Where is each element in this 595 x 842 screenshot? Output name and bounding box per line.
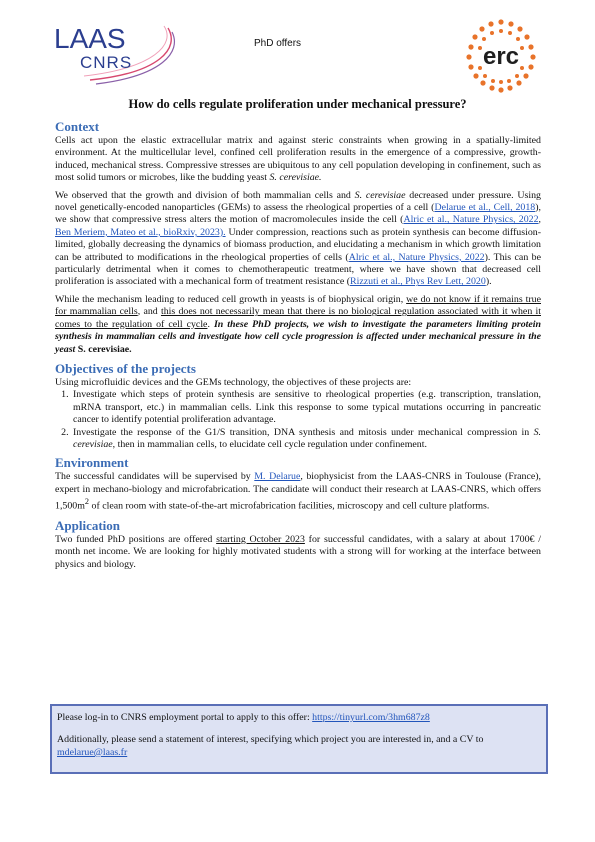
context-p2-species: S. cerevisiae: [354, 189, 406, 201]
context-paragraph-1: [55, 135, 541, 185]
apply-line-2-text: Additionally, please send a statement of interest, specifying which project you are interested in, and a CV to: [57, 734, 484, 746]
objectives-intro: Using microfluidic devices and the GEMs technology, the objectives of these projects are:: [55, 376, 412, 388]
ref-link-delarue-2018[interactable]: Delarue et al., Cell, 2018: [434, 202, 536, 214]
erc-logo: [455, 14, 547, 94]
context-p2-text-f: Under compression, reactions such as protein synthesis can become diffusion-limited, globally decreasing the dynamics of biomass production, and elucidating a mechanism in which growth limitation can be attributed to modifications in the rheological properties of cells (: [55, 226, 541, 263]
objective-item-2-species: S. cerevisiae: [73, 426, 541, 450]
environment-text-a: The successful candidates will be supervised by: [55, 471, 255, 483]
supervisor-link[interactable]: M. Delarue: [254, 471, 301, 483]
context-p2-text-h: ).: [485, 276, 492, 288]
context-p3-text-c: .: [207, 318, 214, 330]
apply-line-2: [57, 734, 541, 759]
offer-body: [55, 119, 541, 576]
context-p1-text: Cells act upon the elastic extracellular matrix and against steric constraints when growing in a spatially-limited environment. At the multicellular level, confined cell proliferation results in the emergence of a compressive, growth-induced, mechanical stress. Compressive stresses are ubiquitous to any cell population developing in confinement, such as most solid tumors or microbes, like the budding yeast: [55, 135, 541, 184]
context-p3-text-a: While the mechanism leading to reduced cell growth in yeasts is of biophysical origin,: [55, 293, 407, 305]
area-superscript: 2: [84, 497, 90, 507]
application-paragraph: [55, 534, 541, 571]
ref-link-alric-2022[interactable]: Alric et al., Nature Physics, 2022: [403, 214, 539, 226]
context-p3-underline-2: this does not necessarily mean that there is no biological regulation associated with it when it comes to the regulation of cell cycle: [55, 306, 541, 330]
contact-email-link[interactable]: mdelarue@laas.fr: [57, 746, 128, 758]
application-start-date: starting October 2023: [216, 533, 305, 545]
context-p2-text-a: We observed that the growth and division of both mammalian cells and: [55, 189, 355, 201]
context-paragraph-2: [55, 190, 541, 289]
objectives-list: [55, 389, 541, 451]
laas-cnrs-logo: [50, 18, 200, 88]
context-p1-species: S. cerevisiae.: [269, 172, 322, 184]
context-p3-text-b: , and: [137, 306, 161, 318]
context-heading: Context: [55, 119, 100, 134]
objective-item-2: [71, 427, 541, 452]
application-text-a: Two funded PhD positions are offered: [55, 533, 217, 545]
context-p3-aim-species: S. cerevisiae.: [77, 343, 132, 355]
environment-text-c: of clean room with state-of-the-art microfabrication facilities, microscopy and cell culture platforms.: [89, 500, 490, 512]
objective-item-1: 1. Investigate which steps of protein synthesis are sensitive to rheological properties (e.g. transcription, translation, mRNA transport, etc.) in mammalian cells. Link this response to some typical mutations occurring in pancreatic cancer to identify potential proliferation advantage.: [71, 389, 541, 426]
apply-line-1-text: Please log-in to CNRS employment portal to apply to this offer:: [57, 712, 313, 723]
environment-text-b: , biophysicist from the LAAS-CNRS in Toulouse (France), expert in mechano-biology and microfabrication. The candidate will conduct their research at LAAS-CNRS, which offers 1,500m: [55, 471, 542, 512]
erc-logo-text: erc: [482, 43, 520, 70]
context-p2-text-c: decreased under pressure. Using novel genetically-encoded nanoparticles (GEMs) to assess the rheological properties of a cell (: [55, 189, 541, 214]
cnrs-logo-text: CNRS: [80, 53, 133, 72]
context-p2-text-e: ,: [538, 214, 541, 226]
context-p3-underline-1: we do not know if it remains true for mammalian cells: [55, 293, 541, 318]
apply-line-1: [57, 712, 541, 724]
context-p2-text-d: ), we show that compressive stress alters the motion of macromolecules inside the cell (: [55, 202, 541, 226]
application-heading: Application: [55, 517, 121, 533]
context-p2-text-g: ). This can be particularly detrimental when it comes to chemotherapeutic treatment, where we have shown that decreased cell proliferation is associated with a mechanical form of treatment resistance (: [55, 251, 541, 288]
environment-heading: Environment: [55, 455, 129, 471]
objectives-heading: Objectives of the projects: [55, 360, 196, 376]
apply-instructions-box: [50, 704, 548, 774]
apply-portal-link[interactable]: https://tinyurl.com/3hm687z8: [312, 712, 430, 723]
page-title: How do cells regulate proliferation under mechanical pressure?: [128, 97, 467, 111]
objective-item-2-text: Investigate the response of the G1/S transition, DNA synthesis and mitosis under mechanical compression in: [73, 426, 534, 438]
context-p3-aim: In these PhD projects, we wish to investigate the parameters limiting protein synthesis in mammalian cells and investigate how cell cycle progression is affected under mechanical pressure in the yeast: [55, 318, 542, 355]
ref-link-alric-2022-b[interactable]: Alric et al., Nature Physics, 2022: [348, 251, 485, 263]
objective-item-2-end: , then in mammalian cells, to elucidate cell cycle regulation under confinement.: [112, 438, 427, 450]
header-label: PhD offers: [254, 38, 302, 49]
context-paragraph-3: [55, 294, 541, 356]
ref-link-ben-meriem-2023[interactable]: Ben Meriem, Mateo et al., bioRxiv, 2023).: [55, 226, 226, 238]
laas-logo-text: LAAS: [54, 23, 126, 54]
environment-paragraph: [55, 471, 541, 513]
application-text-b: for successful candidates, with a salary at about 1700€ / month net income. We are looking for highly motivated students with a strong will for working at the interface between physics and biology.: [55, 533, 541, 570]
ref-link-rizzuti-2020[interactable]: Rizzuti et al., Phys Rev Lett, 2020: [350, 276, 486, 288]
